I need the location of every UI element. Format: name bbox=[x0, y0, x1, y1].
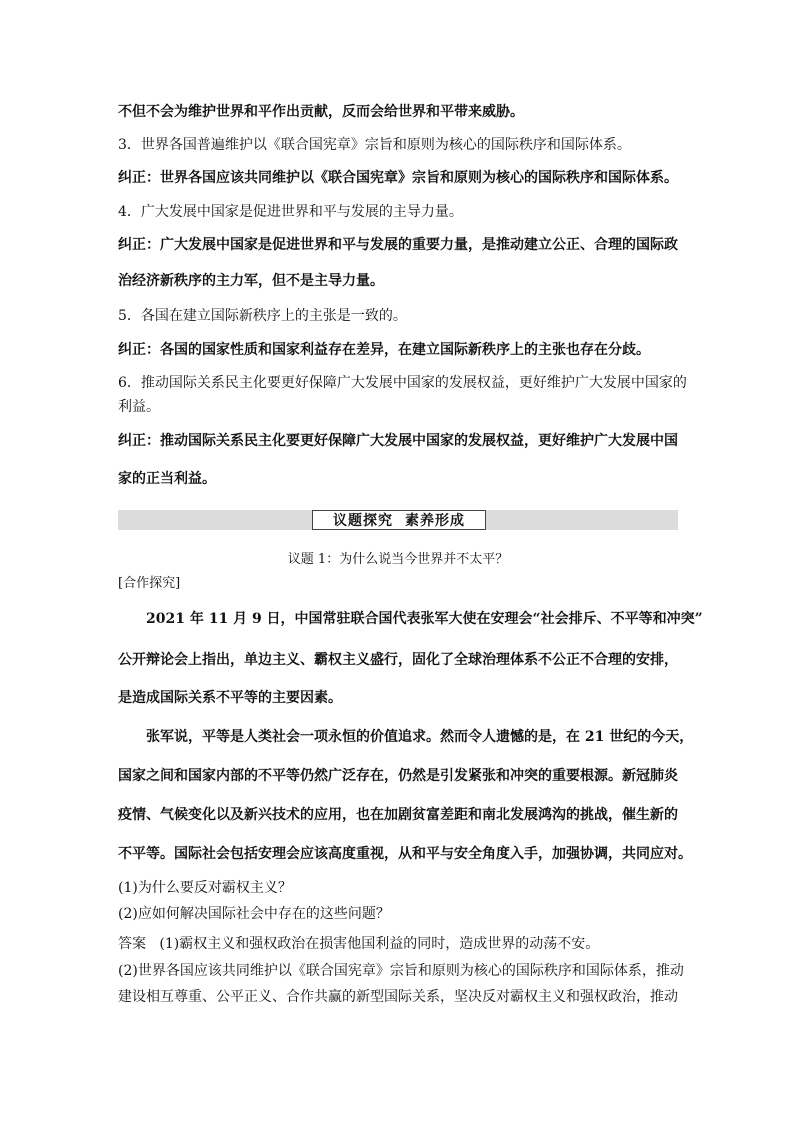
section-label: [合作探究] bbox=[118, 576, 181, 591]
text-line: 不但不会为维护世界和平作出贡献，反而会给世界和平带来威胁。 bbox=[118, 104, 524, 120]
banner-left-label: 议题探究 bbox=[333, 513, 393, 529]
question-1: (1)为什么要反对霸权主义？ bbox=[118, 880, 292, 896]
answer-1-text: (1)霸权主义和强权政治在损害他国利益的同时，造成世界的动荡不安。 bbox=[159, 936, 600, 952]
correction-3: 纠正：世界各国应该共同维护以《联合国宪章》宗旨和原则为核心的国际秩序和国际体系。 bbox=[118, 170, 678, 186]
paragraph-2-line-4: 不平等。国际社会包括安理会应该高度重视，从和平与安全角度入手，加强协调，共同应对。 bbox=[118, 846, 692, 862]
correction-6-line-2: 家的正当利益。 bbox=[118, 471, 216, 487]
answer-2-line-2: 建设相互尊重、公平正义、合作共赢的新型国际关系，坚决反对霸权主义和强权政治，推动 bbox=[118, 989, 678, 1005]
paragraph-1-line-2: 公开辩论会上指出，单边主义、霸权主义盛行，固化了全球治理体系不公正不合理的安排， bbox=[118, 652, 678, 668]
statement-6-line-2: 利益。 bbox=[118, 399, 160, 415]
paragraph-2-line-1: 张军说，平等是人类社会一项永恒的价值追求。然而令人遗憾的是，在 21 世纪的今天， bbox=[146, 729, 694, 745]
correction-4-line-1: 纠正：广大发展中国家是促进世界和平与发展的重要力量，是推动建立公正、合理的国际政 bbox=[118, 237, 678, 253]
statement-3: 3．世界各国普遍维护以《联合国宪章》宗旨和原则为核心的国际秩序和国际体系。 bbox=[118, 137, 631, 153]
banner-right-label: 素养形成 bbox=[405, 513, 465, 529]
topic-title: 议题 1：为什么说当今世界并不太平？ bbox=[287, 552, 509, 567]
paragraph-2-line-2: 国家之间和国家内部的不平等仍然广泛存在，仍然是引发紧张和冲突的重要根源。新冠肺炎 bbox=[118, 768, 678, 784]
statement-6-line-1: 6．推动国际关系民主化要更好保障广大发展中国家的发展权益，更好维护广大发展中国家的 bbox=[118, 375, 687, 391]
answer-1 bbox=[118, 935, 678, 953]
paragraph-1-line-1: 2021 年 11 月 9 日，中国常驻联合国代表张军大使在安理会“社会排斥、不平等和冲突” bbox=[146, 611, 703, 627]
statement-4: 4．广大发展中国家是促进世界和平与发展的主导力量。 bbox=[118, 204, 463, 220]
paragraph-1-line-3: 是造成国际关系不平等的主要因素。 bbox=[118, 690, 342, 706]
correction-5: 纠正：各国的国家性质和国家利益存在差异，在建立国际新秩序上的主张也存在分歧。 bbox=[118, 342, 650, 358]
section-banner bbox=[118, 510, 678, 530]
correction-4-line-2: 治经济新秩序的主力军，但不是主导力量。 bbox=[118, 273, 384, 289]
statement-5: 5．各国在建立国际新秩序上的主张是一致的。 bbox=[118, 308, 407, 324]
section-banner-title bbox=[312, 510, 486, 530]
paragraph-2-line-3: 疫情、气候变化以及新兴技术的应用，也在加剧贫富差距和南北发展鸿沟的挑战，催生新的 bbox=[118, 807, 678, 823]
question-2: (2)应如何解决国际社会中存在的这些问题？ bbox=[118, 906, 390, 922]
correction-6-line-1: 纠正：推动国际关系民主化要更好保障广大发展中国家的发展权益，更好维护广大发展中国 bbox=[118, 433, 678, 449]
answer-2-line-1: (2)世界各国应该共同维护以《联合国宪章》宗旨和原则为核心的国际秩序和国际体系，推动 bbox=[118, 963, 684, 979]
answer-label: 答案 bbox=[118, 936, 146, 952]
